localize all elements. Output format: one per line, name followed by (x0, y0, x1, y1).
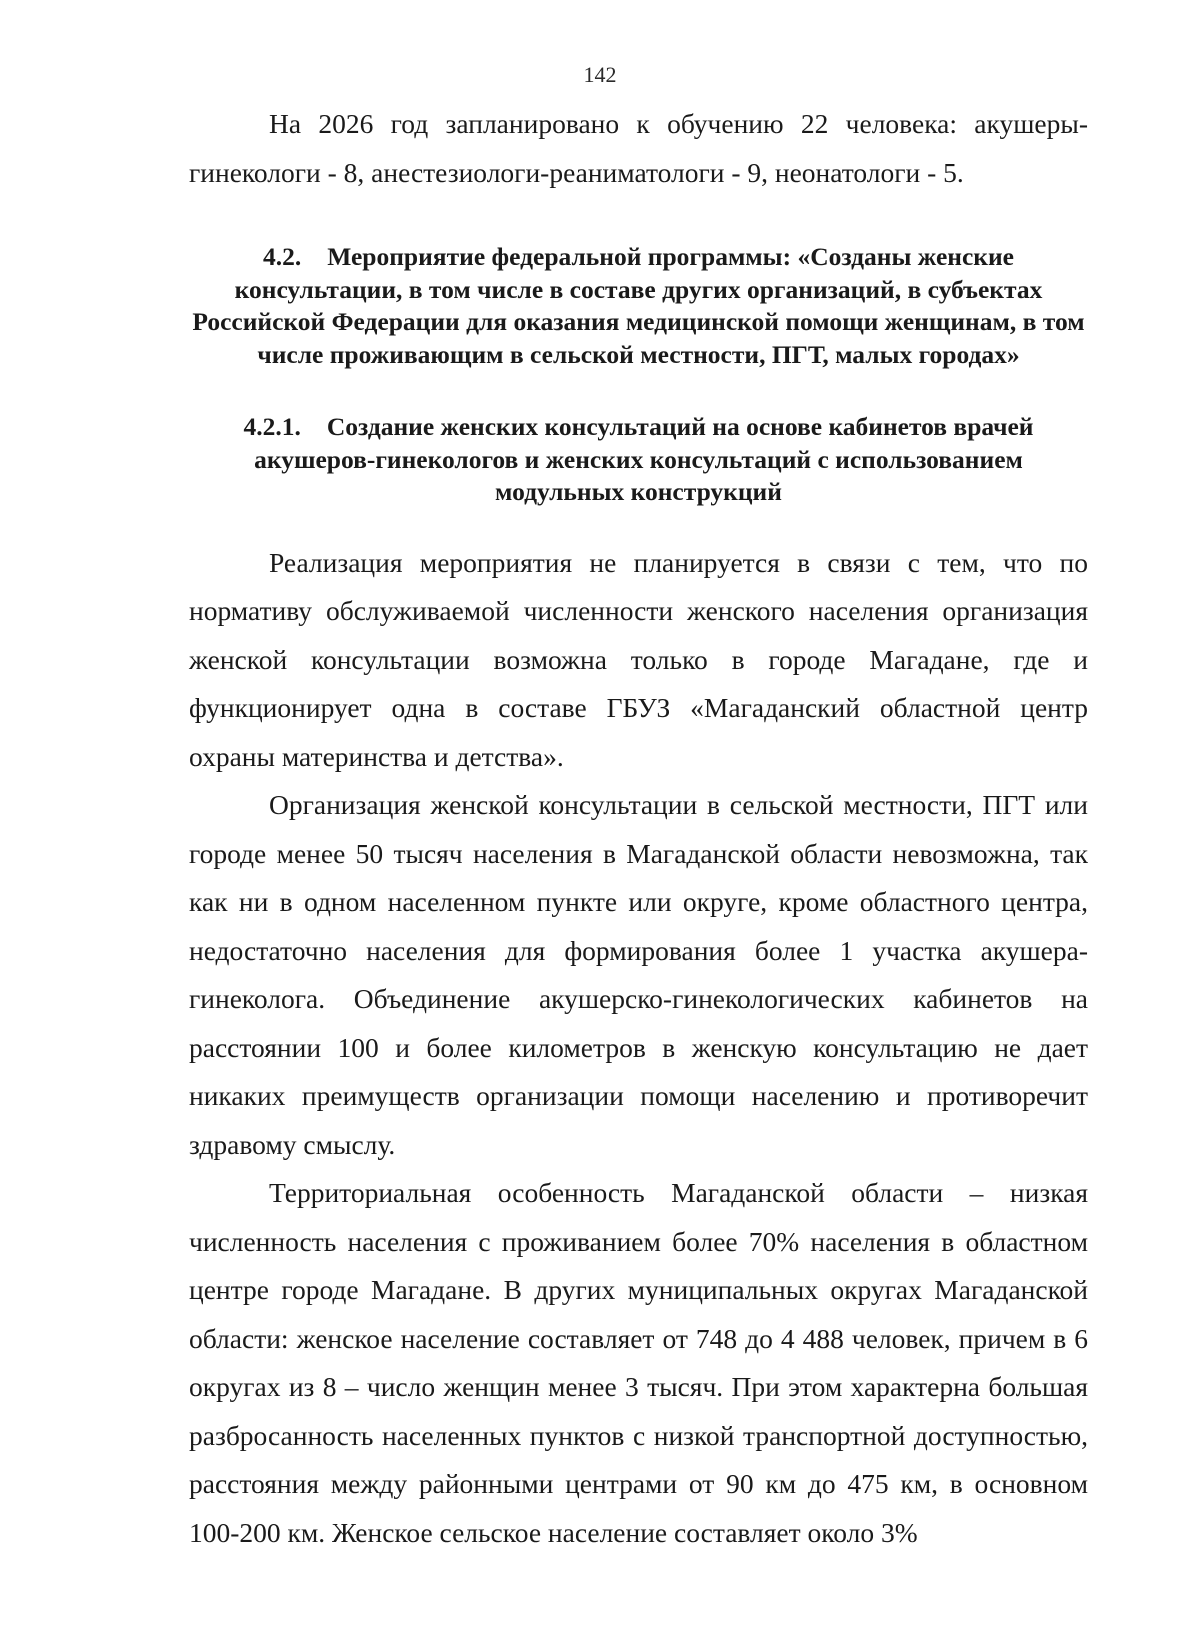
subsection-number: 4.2.1. (243, 412, 301, 441)
subsection-heading-4-2-1 (189, 411, 1088, 509)
paragraph-training-plan: На 2026 год запланировано к обучению 22 человека: акушеры-гинекологи - 8, анестезиологи-реаниматологи - 9, неонатологи - 5. (189, 108, 1088, 188)
section-title: Мероприятие федеральной программы: «Созданы женские консультации, в том числе в составе других организаций, в субъектах Российской Федерации для оказания медицинской помощи женщинам, в том числе проживающим в сельской местности, ПГТ, малых городах» (192, 242, 1085, 369)
paragraph-territorial-feature: Территориальная особенность Магаданской области – низкая численность населения с проживанием более 70% населения в областном центре городе Магадане. В других муниципальных округах Магаданской области: женское население составляет от 748 до 4 488 человек, причем в 6 округах из 8 – число женщин менее 3 тысяч. При этом характерна большая разбросанность населенных пунктов с низкой транспортной доступностью, расстояния между районными центрами от 90 км до 475 км, в основном 100-200 км. Женское сельское население составляет около 3% (189, 1177, 1088, 1548)
section-number: 4.2. (263, 242, 302, 271)
paragraph-not-planned: Реализация мероприятия не планируется в связи с тем, что по нормативу обслуживаемой численности женского населения организация женской консультации возможна только в городе Магадане, где и функционирует одна в составе ГБУЗ «Магаданский областной центр охраны материнства и детства». (189, 546, 1088, 772)
paragraph-rural-organization: Организация женской консультации в сельской местности, ПГТ или городе менее 50 тысяч населения в Магаданской области невозможна, так как ни в одном населенном пункте или округе, кроме областного центра, недостаточно населения для формирования более 1 участка акушера-гинеколога. Объединение акушерско-гинекологических кабинетов на расстоянии 100 и более километров в женскую консультацию не дает никаких преимуществ организации помощи населению и противоречит здравому смыслу. (189, 789, 1088, 1160)
subsection-title: Создание женских консультаций на основе кабинетов врачей акушеров-гинекологов и женских консультаций с использованием модульных конструкций (254, 412, 1034, 506)
section-heading-4-2 (189, 241, 1088, 371)
page-number: 142 (583, 62, 617, 87)
page-content (189, 100, 1088, 1557)
